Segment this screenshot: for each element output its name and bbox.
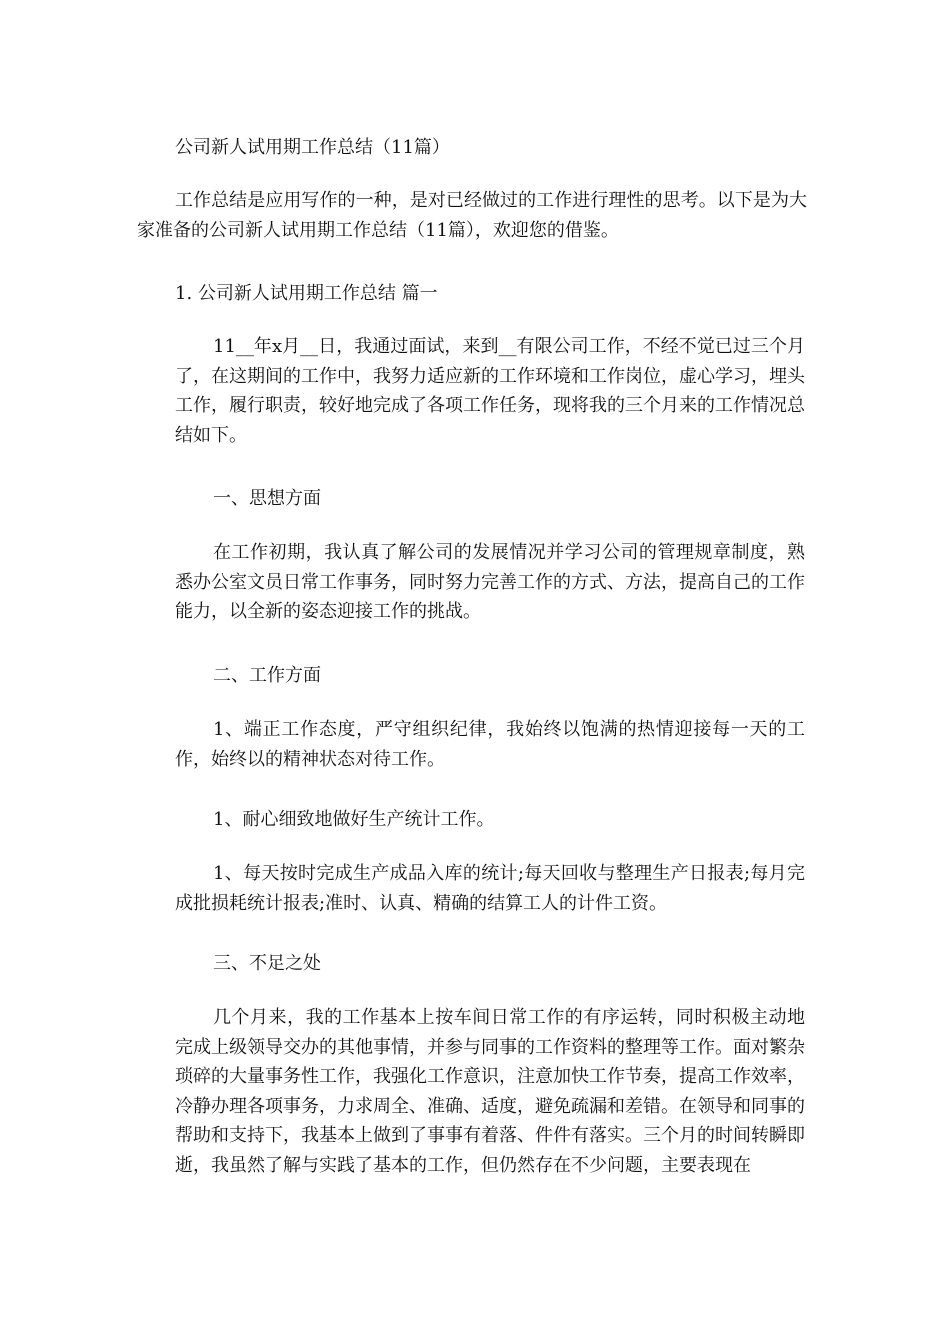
- paragraph-statistics: 1、耐心细致地做好生产统计工作。: [213, 809, 495, 830]
- intro-paragraph: 工作总结是应用写作的一种，是对已经做过的工作进行理性的思考。以下是为大家准备的公司新人试用期工作总结（11篇），欢迎您的借鉴。: [137, 190, 807, 241]
- paragraph-thought: 在工作初期，我认真了解公司的发展情况并学习公司的管理规章制度，熟悉办公室文员日常工作事务，同时努力完善工作的方式、方法，提高自己的工作能力，以全新的姿态迎接工作的挑战。: [175, 542, 805, 622]
- document-title: 公司新人试用期工作总结（11篇）: [175, 137, 450, 158]
- section-heading-work: 二、工作方面: [213, 665, 321, 686]
- section-heading-shortcomings: 三、不足之处: [213, 953, 321, 974]
- paragraph-attitude: 1、端正工作态度，严守组织纪律，我始终以饱满的热情迎接每一天的工作，始终以的精神状态对待工作。: [175, 719, 805, 770]
- paragraph-daily-tasks: 1、每天按时完成生产成品入库的统计;每天回收与整理生产日报表;每月完成批损耗统计报表;准时、认真、精确的结算工人的计件工资。: [175, 863, 805, 914]
- section-heading-thought: 一、思想方面: [213, 488, 321, 509]
- paragraph-opening: 11__年x月__日，我通过面试，来到__有限公司工作，不经不觉已过三个月了，在这期间的工作中，我努力适应新的工作环境和工作岗位，虚心学习，埋头工作，履行职责，较好地完成了各项工作任务，现将我的三个月来的工作情况总结如下。: [175, 336, 805, 446]
- paragraph-shortcomings: 几个月来，我的工作基本上按车间日常工作的有序运转，同时积极主动地完成上级领导交办的其他事情，并参与同事的工作资料的整理等工作。面对繁杂琐碎的大量事务性工作，我强化工作意识，注意加快工作节奏，提高工作效率，冷静办理各项事务，力求周全、准确、适度，避免疏漏和差错。在领导和同事的帮助和支持下，我基本上做到了事事有着落、件件有落实。三个月的时间转瞬即逝，我虽然了解与实践了基本的工作，但仍然存在不少问题，主要表现在: [175, 1007, 805, 1176]
- article-heading: 1. 公司新人试用期工作总结 篇一: [175, 283, 438, 304]
